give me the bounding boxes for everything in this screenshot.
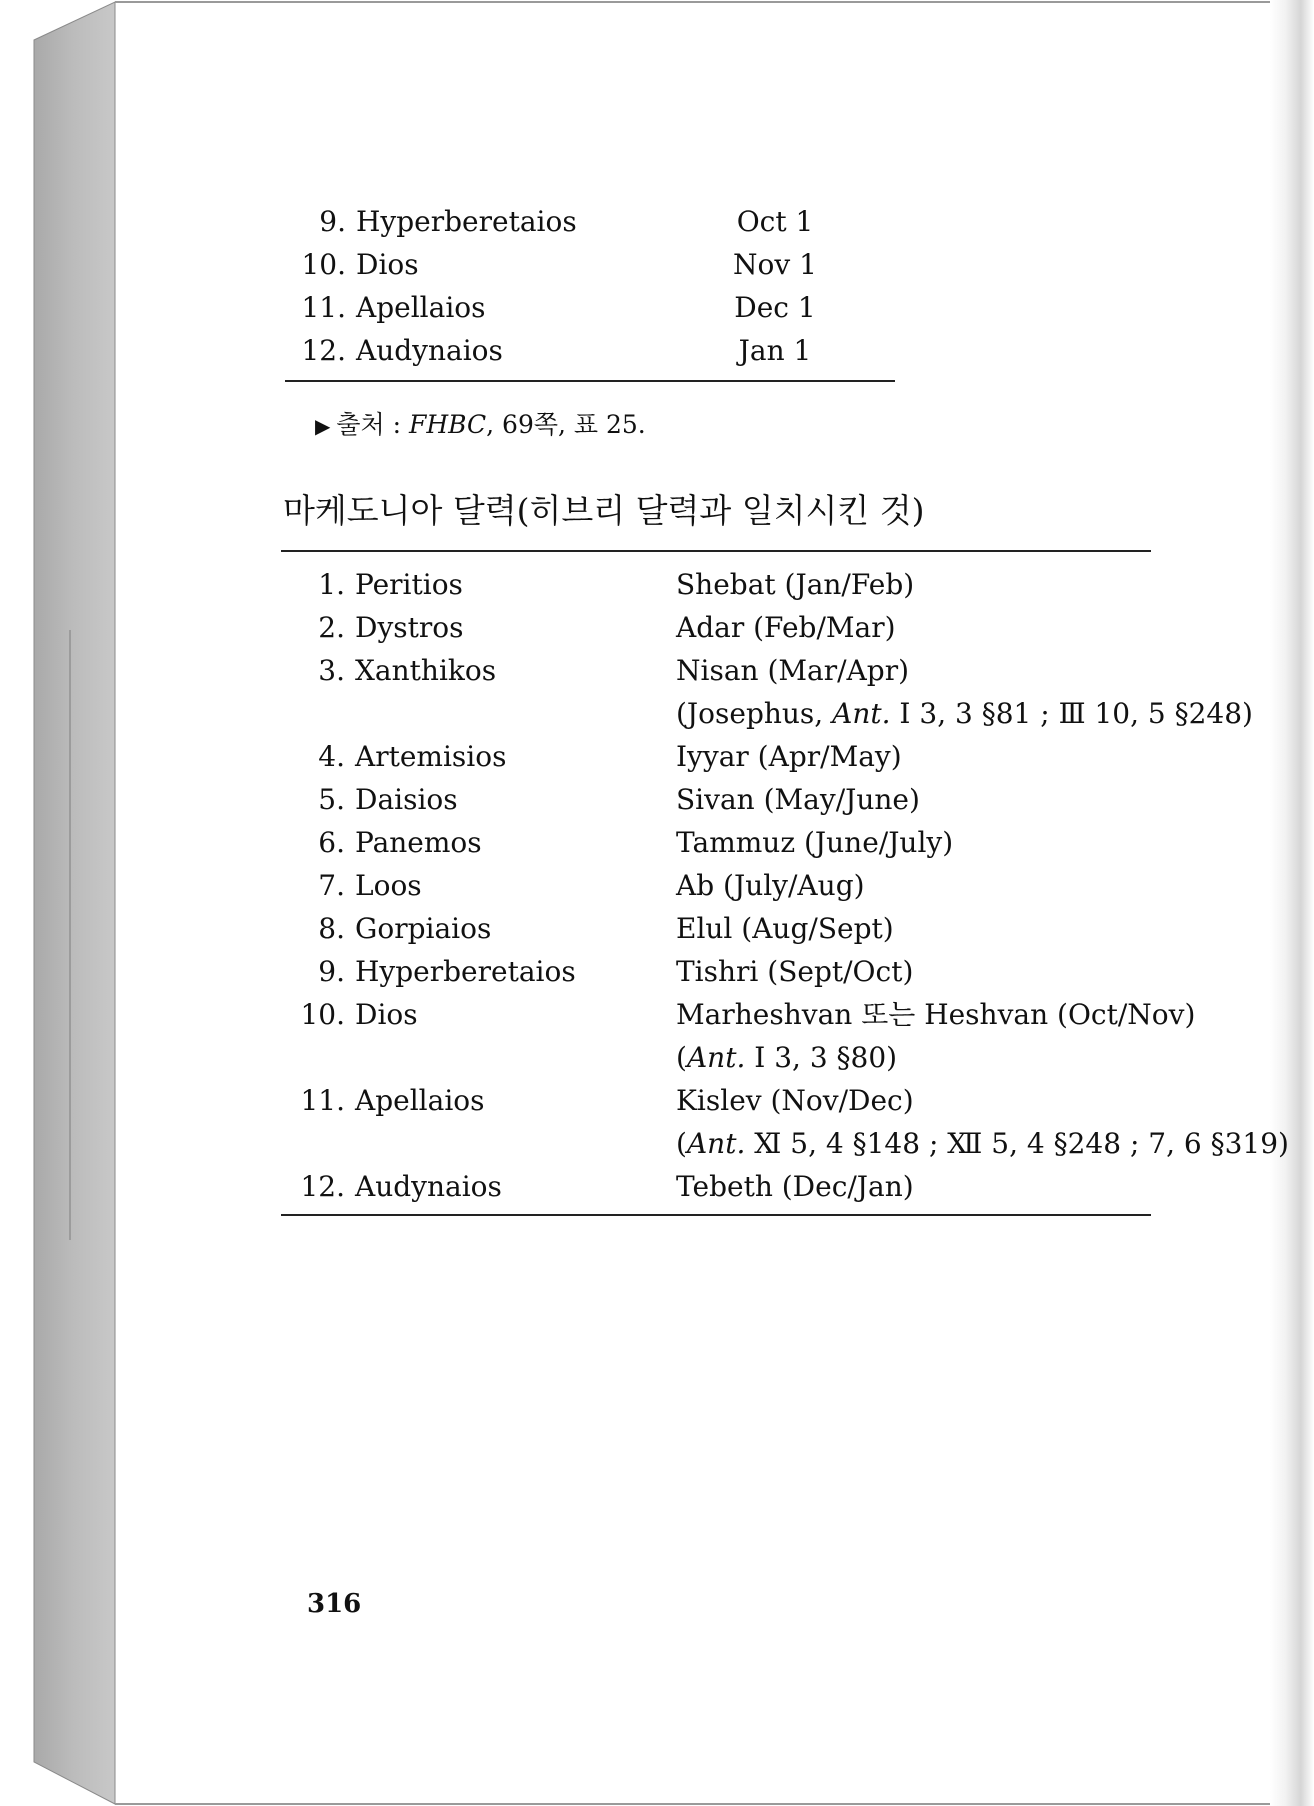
hebrew-month: Sivan (May/June) bbox=[676, 783, 920, 816]
book-page bbox=[115, 0, 1289, 1806]
table-row bbox=[283, 778, 1153, 821]
table-row bbox=[283, 993, 1196, 1036]
month-number: 2. bbox=[318, 611, 345, 644]
month-start-date: Nov 1 bbox=[733, 248, 817, 281]
month-number: 6. bbox=[318, 826, 345, 859]
month-name: Loos bbox=[355, 869, 422, 902]
table-row bbox=[283, 735, 1153, 778]
month-number: 8. bbox=[318, 912, 345, 945]
hebrew-month: Shebat (Jan/Feb) bbox=[676, 568, 915, 601]
table-bottom-rule bbox=[285, 380, 895, 382]
table-row bbox=[283, 563, 1153, 606]
table-row bbox=[283, 606, 1153, 649]
hebrew-month: Tishri (Sept/Oct) bbox=[676, 955, 914, 988]
reference-work: Ant. bbox=[832, 697, 891, 730]
table-row bbox=[283, 649, 1153, 692]
month-name: Gorpiaios bbox=[355, 912, 492, 945]
reference-work: Ant. bbox=[686, 1041, 746, 1074]
month-number: 9. bbox=[319, 205, 346, 238]
table-top-rule bbox=[281, 550, 1151, 552]
macedonian-calendar-table bbox=[283, 563, 1289, 1208]
table-row bbox=[283, 907, 1153, 950]
month-name: Dios bbox=[355, 998, 418, 1031]
section-title: 마케도니아 달력(히브리 달력과 일치시킨 것) bbox=[283, 491, 925, 530]
source-note bbox=[315, 408, 646, 443]
month-name: Dios bbox=[356, 248, 419, 281]
month-number: 3. bbox=[318, 654, 345, 687]
reference-post: Ⅺ 5, 4 §148 ; Ⅻ 5, 4 §248 ; 7, 6 §319) bbox=[745, 1127, 1289, 1160]
page-number: 316 bbox=[307, 1589, 362, 1619]
month-name: Apellaios bbox=[355, 1084, 485, 1117]
triangle-marker-icon: ▶ bbox=[315, 414, 331, 438]
table-row-reference bbox=[283, 692, 1253, 735]
month-number: 9. bbox=[318, 955, 345, 988]
hebrew-month: Marheshvan 또는 Heshvan (Oct/Nov) bbox=[676, 998, 1196, 1031]
hebrew-month: Elul (Aug/Sept) bbox=[676, 912, 894, 945]
reference-pre: (Josephus, bbox=[676, 697, 833, 730]
month-number: 11. bbox=[301, 291, 346, 324]
month-name: Audynaios bbox=[355, 1170, 502, 1203]
table-row bbox=[285, 286, 895, 329]
month-start-date: Oct 1 bbox=[736, 205, 814, 238]
month-number: 11. bbox=[300, 1084, 345, 1117]
reference-note bbox=[676, 692, 1253, 735]
month-name: Peritios bbox=[355, 568, 463, 601]
page-edge-shadow bbox=[1270, 0, 1314, 1806]
source-label: 출처 : bbox=[336, 410, 410, 439]
month-name: Hyperberetaios bbox=[355, 955, 576, 988]
source-details: , 69쪽, 표 25. bbox=[486, 410, 646, 439]
reference-pre: ( bbox=[676, 1127, 687, 1160]
month-name: Panemos bbox=[355, 826, 482, 859]
month-number: 5. bbox=[318, 783, 345, 816]
table-row bbox=[285, 329, 895, 372]
reference-note bbox=[676, 1036, 897, 1079]
hebrew-month: Nisan (Mar/Apr) bbox=[676, 654, 910, 687]
table-bottom-rule bbox=[281, 1214, 1151, 1216]
top-calendar-table bbox=[285, 200, 895, 372]
month-number: 12. bbox=[301, 334, 346, 367]
reference-post: Ⅰ 3, 3 §81 ; Ⅲ 10, 5 §248) bbox=[890, 697, 1253, 730]
table-row-reference bbox=[283, 1036, 1153, 1079]
table-row bbox=[285, 200, 895, 243]
reference-note bbox=[676, 1122, 1289, 1165]
table-row bbox=[283, 1165, 1153, 1208]
month-name: Dystros bbox=[355, 611, 464, 644]
month-name: Xanthikos bbox=[355, 654, 497, 687]
source-work: FHBC bbox=[409, 410, 487, 439]
month-number: 12. bbox=[300, 1170, 345, 1203]
table-row bbox=[285, 243, 895, 286]
month-name: Hyperberetaios bbox=[356, 205, 577, 238]
reference-pre: ( bbox=[676, 1041, 687, 1074]
month-number: 7. bbox=[318, 869, 345, 902]
month-number: 1. bbox=[318, 568, 345, 601]
reference-post: Ⅰ 3, 3 §80) bbox=[745, 1041, 898, 1074]
hebrew-month: Tebeth (Dec/Jan) bbox=[676, 1170, 914, 1203]
table-row-reference bbox=[283, 1122, 1289, 1165]
month-number: 4. bbox=[318, 740, 345, 773]
month-start-date: Dec 1 bbox=[734, 291, 816, 324]
month-start-date: Jan 1 bbox=[738, 334, 812, 367]
month-number: 10. bbox=[301, 248, 346, 281]
month-name: Apellaios bbox=[356, 291, 486, 324]
hebrew-month: Adar (Feb/Mar) bbox=[676, 611, 896, 644]
hebrew-month: Kislev (Nov/Dec) bbox=[676, 1084, 914, 1117]
hebrew-month: Iyyar (Apr/May) bbox=[676, 740, 902, 773]
month-name: Audynaios bbox=[356, 334, 503, 367]
month-name: Artemisios bbox=[355, 740, 507, 773]
table-row bbox=[283, 821, 1153, 864]
month-name: Daisios bbox=[355, 783, 458, 816]
table-row bbox=[283, 1079, 1153, 1122]
table-row bbox=[283, 950, 1153, 993]
table-row bbox=[283, 864, 1153, 907]
hebrew-month: Ab (July/Aug) bbox=[676, 869, 865, 902]
reference-work: Ant. bbox=[686, 1127, 746, 1160]
month-number: 10. bbox=[300, 998, 345, 1031]
hebrew-month: Tammuz (June/July) bbox=[676, 826, 954, 859]
